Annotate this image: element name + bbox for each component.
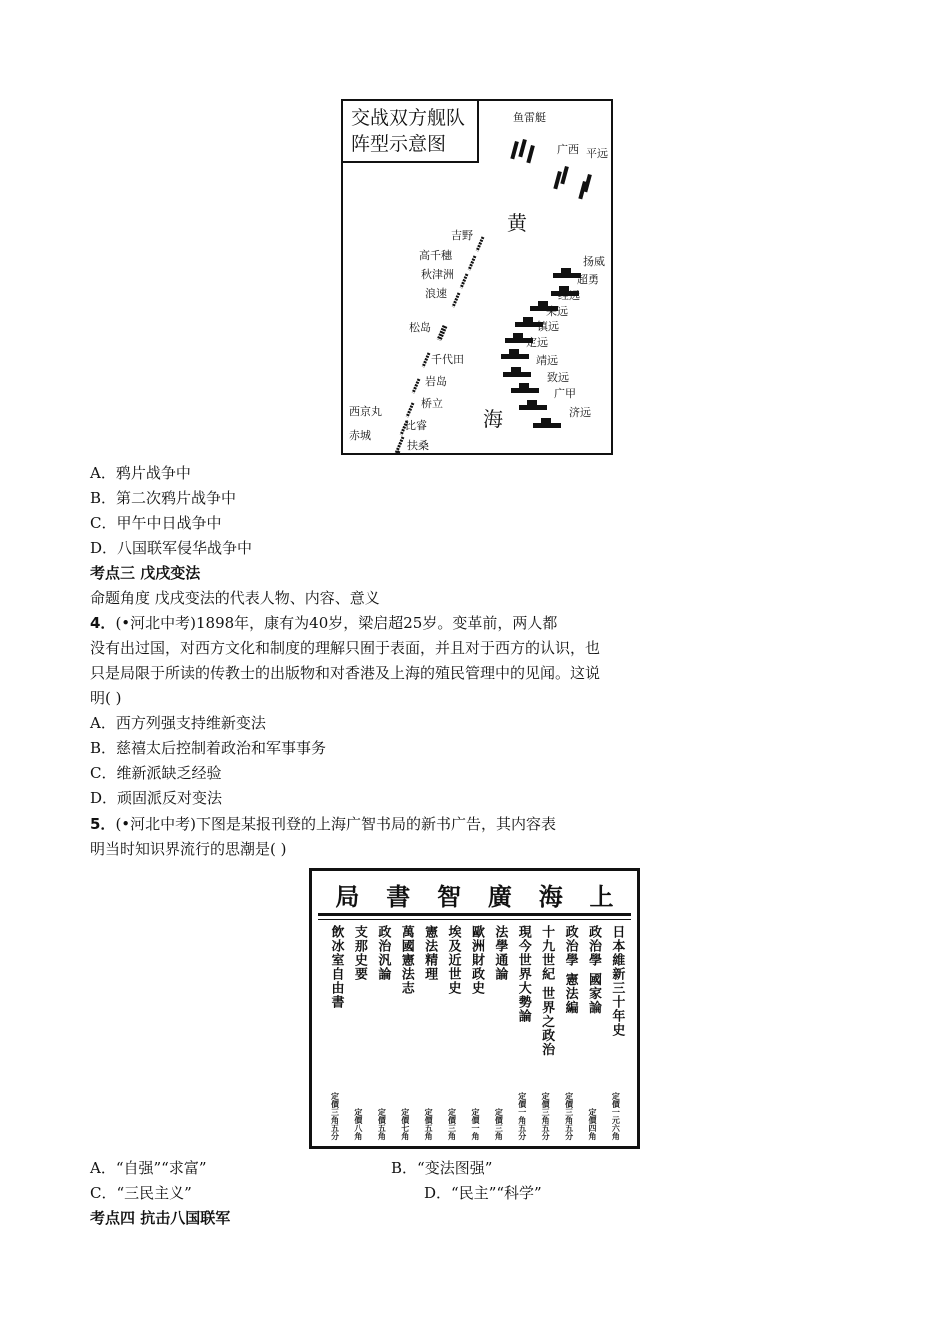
ad-book-price: 定價七角 — [400, 1108, 411, 1140]
q5-option-d: D．“民主”“科学” — [424, 1184, 542, 1202]
sea-label-hai: 海 — [483, 407, 503, 431]
cn-ship-mark-11 — [519, 400, 547, 410]
ad-book-title: 日本維新三十年史 — [609, 925, 625, 1037]
ad-book-column — [326, 925, 346, 1140]
ad-book-price: 定價三角五分 — [564, 1092, 575, 1140]
cn-ship-mark-v4 — [560, 166, 569, 184]
jp-ship-label: 吉野 — [451, 229, 473, 242]
q3-option-b: B．第二次鸦片战争中 — [90, 489, 237, 507]
jp-ship-mark-11 — [391, 451, 397, 453]
ad-header-char: 局 — [335, 881, 360, 911]
q5-option-c: C．“三民主义” — [90, 1184, 192, 1202]
ad-book-column — [607, 925, 627, 1140]
ad-book-title: 十九世紀 世界之政治 — [539, 925, 555, 1057]
ad-rule-thin — [318, 919, 631, 920]
jp-ship-label: 赤城 — [349, 429, 371, 442]
q3-option-d: D．八国联军侵华战争中 — [90, 539, 253, 557]
jp-ship-mark-4 — [439, 326, 445, 340]
q5-option-b: B．“变法图强” — [391, 1159, 493, 1177]
jp-ship-label: 松岛 — [409, 321, 431, 334]
ad-book-column — [396, 925, 416, 1140]
cn-ship-mark-v2 — [526, 145, 535, 163]
bookstore-advertisement — [309, 868, 640, 1149]
ad-book-title: 歐洲財政史 — [468, 925, 484, 995]
q3-option-a: A．鸦片战争中 — [90, 464, 191, 482]
ad-book-price: 定價一元六角 — [611, 1092, 622, 1140]
cn-ship-mark-12 — [533, 418, 561, 428]
ad-book-title: 萬國憲法志 — [398, 925, 414, 995]
q4-number: 4． — [90, 614, 116, 632]
ad-book-price: 定價三角 — [447, 1108, 458, 1140]
ad-book-price: 定價三角五分 — [541, 1092, 552, 1140]
q4-option-b: B．慈禧太后控制着政治和军事事务 — [90, 739, 327, 757]
ad-book-title: 政治學 憲法編 — [562, 925, 578, 1015]
cn-ship-label: 济远 — [569, 406, 591, 419]
cn-ship-label: 镇远 — [537, 320, 559, 333]
ad-rule-thick — [318, 913, 631, 916]
ad-book-price: 定價五角 — [424, 1108, 435, 1140]
ad-book-column — [466, 925, 486, 1140]
cn-ship-label: 平远 — [586, 147, 608, 160]
jp-ship-label: 西京丸 — [349, 405, 382, 418]
cn-ship-mark-v0 — [510, 141, 519, 159]
q4-option-a: A．西方列强支持维新变法 — [90, 714, 266, 732]
ad-header-char: 書 — [386, 881, 411, 911]
q4-option-d: D．顽固派反对变法 — [90, 789, 223, 807]
ad-book-price: 定價一角 — [470, 1108, 481, 1140]
cn-ship-label: 广甲 — [554, 387, 576, 400]
ad-book-price: 定價一角五分 — [517, 1092, 528, 1140]
sea-label-huang: 黄 — [507, 211, 527, 235]
cn-ship-mark-9 — [503, 367, 531, 377]
jp-ship-label: 岩岛 — [425, 375, 447, 388]
ad-book-columns — [326, 925, 627, 1140]
q5-stem-line1: 5．(•河北中考)下图是某报刊登的上海广智书局的新书广告，其内容表 — [90, 815, 556, 833]
jp-ship-mark-7 — [407, 403, 413, 417]
ad-book-column — [420, 925, 440, 1140]
section4-title: 考点四 抗击八国联军 — [90, 1209, 231, 1227]
jp-ship-label: 浪速 — [425, 287, 447, 300]
ad-book-price: 定價八角 — [353, 1108, 364, 1140]
ad-book-price: 定價三角 — [494, 1108, 505, 1140]
q4-stem-line4: 明( ) — [90, 689, 122, 707]
jp-ship-label: 秋津洲 — [421, 268, 454, 281]
ad-book-column — [583, 925, 603, 1140]
ad-book-price: 定價四角 — [587, 1108, 598, 1140]
ad-header-char: 海 — [538, 881, 563, 911]
ad-book-title: 飲冰室自由書 — [328, 925, 344, 1009]
ad-book-title: 憲法精理 — [422, 925, 438, 981]
ad-book-column — [537, 925, 557, 1140]
ad-book-title: 埃及近世史 — [445, 925, 461, 995]
section3-title: 考点三 戊戌变法 — [90, 564, 201, 582]
jp-ship-label: 桥立 — [421, 397, 443, 410]
jp-ship-mark-3 — [453, 293, 459, 307]
q5-option-a: A．“自强”“求富” — [90, 1159, 207, 1177]
ad-book-column — [560, 925, 580, 1140]
ad-book-price: 定價三角五分 — [330, 1092, 341, 1140]
q4-stem-line2: 没有出过国，对西方文化和制度的理解只囿于表面，并且对于西方的认识，也 — [90, 639, 601, 657]
jp-ship-mark-0 — [477, 237, 483, 251]
jp-ship-mark-9 — [397, 437, 403, 451]
q4-stem-line1: 4．(•河北中考)1898年，康有为40岁，梁启超25岁。变革前，两人都 — [90, 614, 558, 632]
jp-ship-mark-6 — [413, 379, 419, 393]
q3-option-c: C．甲午中日战争中 — [90, 514, 222, 532]
jp-ship-mark-2 — [461, 274, 467, 288]
ad-book-title: 支那史要 — [351, 925, 367, 981]
cn-ship-mark-v3 — [553, 171, 562, 189]
jp-ship-mark-1 — [469, 256, 475, 270]
cn-ship-mark-8 — [501, 349, 529, 359]
ad-book-title: 政治學 國家論 — [585, 925, 601, 1015]
ad-book-price: 定價五角 — [377, 1108, 388, 1140]
ad-book-column — [490, 925, 510, 1140]
cn-ship-label: 靖远 — [536, 354, 558, 367]
ad-book-column — [513, 925, 533, 1140]
jp-ship-label: 扶桑 — [407, 439, 429, 452]
ad-book-column — [443, 925, 463, 1140]
q4-option-c: C．维新派缺乏经验 — [90, 764, 222, 782]
ad-book-title: 法學通論 — [492, 925, 508, 981]
cn-ship-label: 超勇 — [577, 273, 599, 286]
cn-ship-label: 致远 — [547, 371, 569, 384]
cn-ship-label: 定远 — [526, 336, 548, 349]
section3-angle: 命题角度 戊戌变法的代表人物、内容、意义 — [90, 589, 380, 607]
q5-number: 5． — [90, 815, 116, 833]
ad-header — [322, 877, 627, 911]
diagram-title: 交战双方舰队 阵型示意图 — [343, 101, 479, 163]
ad-header-char: 智 — [437, 881, 462, 911]
jp-ship-label: 千代田 — [431, 353, 464, 366]
q5-stem-line2: 明当时知识界流行的思潮是( ) — [90, 840, 287, 858]
jp-ship-mark-5 — [423, 353, 429, 367]
jp-ship-label: 比睿 — [405, 419, 427, 432]
cn-ship-label: 经远 — [558, 289, 580, 302]
cn-ship-label: 广西 — [557, 143, 579, 156]
fleet-formation-diagram — [341, 99, 613, 455]
ad-book-column — [373, 925, 393, 1140]
cn-ship-mark-v1 — [518, 139, 527, 157]
cn-ship-label: 来远 — [546, 305, 568, 318]
q4-stem-line3: 只是局限于所读的传教士的出版物和对香港及上海的殖民管理中的见闻。这说 — [90, 664, 601, 682]
cn-ship-label: 扬威 — [583, 255, 605, 268]
jp-ship-label: 高千穗 — [419, 249, 452, 262]
ad-book-column — [349, 925, 369, 1140]
cn-ship-mark-10 — [511, 383, 539, 393]
ad-book-title: 現今世界大勢論 — [515, 925, 531, 1023]
cn-ship-label: 鱼雷艇 — [513, 111, 546, 124]
ad-header-char: 上 — [589, 881, 614, 911]
ad-header-char: 廣 — [487, 881, 512, 911]
ad-book-title: 政治汎論 — [375, 925, 391, 981]
